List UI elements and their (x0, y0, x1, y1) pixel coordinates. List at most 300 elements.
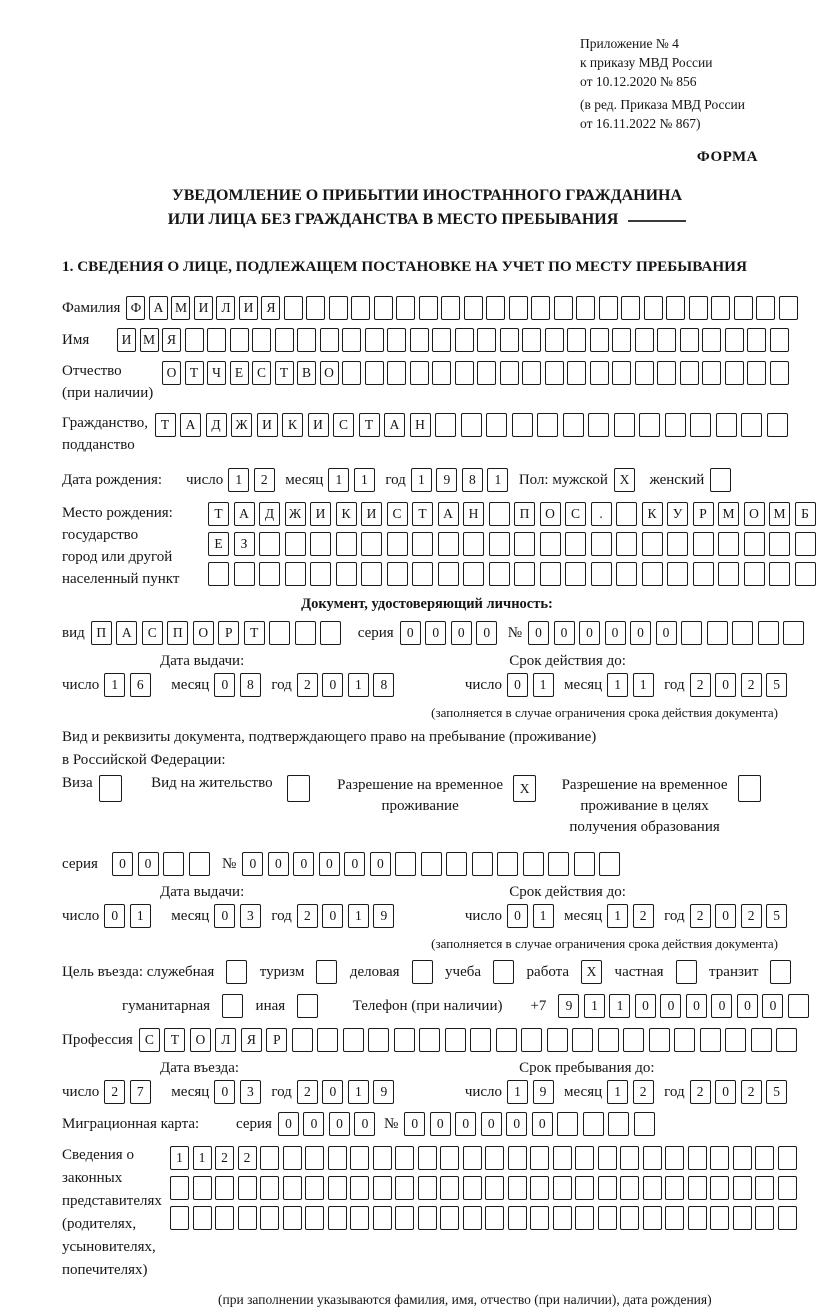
char-cell[interactable] (553, 1206, 572, 1230)
char-cell[interactable] (395, 852, 416, 876)
char-cell[interactable] (747, 361, 766, 385)
char-cell[interactable] (238, 1206, 257, 1230)
char-cell[interactable] (557, 1112, 578, 1136)
char-cell[interactable] (374, 296, 393, 320)
char-cell[interactable] (489, 562, 510, 586)
char-cell[interactable] (598, 1146, 617, 1170)
char-cell[interactable] (418, 1176, 437, 1200)
char-cell[interactable] (365, 328, 384, 352)
char-cell[interactable] (540, 562, 561, 586)
char-cell[interactable] (616, 502, 637, 526)
char-cell[interactable] (215, 1206, 234, 1230)
char-cell[interactable] (260, 1146, 279, 1170)
char-cell[interactable] (350, 1146, 369, 1170)
char-cell[interactable] (614, 413, 635, 437)
char-cell[interactable]: А (180, 413, 201, 437)
char-cell[interactable] (328, 1206, 347, 1230)
char-cell[interactable] (776, 1028, 797, 1052)
char-cell[interactable]: 2 (741, 1080, 762, 1104)
char-cell[interactable]: П (514, 502, 535, 526)
char-cell[interactable]: 0 (528, 621, 549, 645)
char-cell[interactable]: 0 (635, 994, 656, 1018)
char-cell[interactable] (419, 1028, 440, 1052)
char-cell[interactable] (795, 562, 816, 586)
char-cell[interactable] (336, 562, 357, 586)
char-cell[interactable] (710, 468, 731, 492)
char-cell[interactable]: 0 (138, 852, 159, 876)
char-cell[interactable]: 1 (170, 1146, 189, 1170)
char-cell[interactable] (509, 296, 528, 320)
char-cell[interactable] (590, 361, 609, 385)
char-cell[interactable] (292, 1028, 313, 1052)
char-cell[interactable] (710, 1176, 729, 1200)
char-cell[interactable] (310, 562, 331, 586)
char-cell[interactable]: 5 (766, 673, 787, 697)
char-cell[interactable]: 1 (533, 904, 554, 928)
char-cell[interactable] (738, 775, 761, 802)
char-cell[interactable] (373, 1176, 392, 1200)
char-cell[interactable] (485, 1146, 504, 1170)
char-cell[interactable]: 1 (609, 994, 630, 1018)
char-cell[interactable]: Т (164, 1028, 185, 1052)
char-cell[interactable] (676, 960, 697, 984)
char-cell[interactable]: 0 (322, 904, 343, 928)
char-cell[interactable]: Я (261, 296, 280, 320)
char-cell[interactable]: 1 (533, 673, 554, 697)
char-cell[interactable] (361, 562, 382, 586)
char-cell[interactable]: 1 (193, 1146, 212, 1170)
char-cell[interactable]: 0 (711, 994, 732, 1018)
char-cell[interactable] (744, 562, 765, 586)
char-cell[interactable]: 1 (607, 673, 628, 697)
char-cell[interactable] (770, 361, 789, 385)
char-cell[interactable]: М (769, 502, 790, 526)
char-cell[interactable] (432, 328, 451, 352)
char-cell[interactable] (496, 1028, 517, 1052)
char-cell[interactable]: 0 (214, 904, 235, 928)
char-cell[interactable]: 8 (240, 673, 261, 697)
char-cell[interactable]: 1 (607, 904, 628, 928)
char-cell[interactable]: 0 (344, 852, 365, 876)
char-cell[interactable] (634, 1112, 655, 1136)
char-cell[interactable] (725, 361, 744, 385)
char-cell[interactable]: И (308, 413, 329, 437)
char-cell[interactable] (342, 361, 361, 385)
char-cell[interactable] (305, 1176, 324, 1200)
char-cell[interactable] (343, 1028, 364, 1052)
char-cell[interactable] (238, 1176, 257, 1200)
char-cell[interactable] (643, 1176, 662, 1200)
char-cell[interactable] (718, 532, 739, 556)
char-cell[interactable] (635, 361, 654, 385)
char-cell[interactable] (418, 1146, 437, 1170)
char-cell[interactable] (575, 1176, 594, 1200)
char-cell[interactable] (489, 532, 510, 556)
char-cell[interactable]: 0 (605, 621, 626, 645)
char-cell[interactable] (778, 1176, 797, 1200)
char-cell[interactable]: 1 (104, 673, 125, 697)
char-cell[interactable]: К (642, 502, 663, 526)
char-cell[interactable] (252, 328, 271, 352)
char-cell[interactable] (530, 1206, 549, 1230)
char-cell[interactable]: С (252, 361, 271, 385)
char-cell[interactable] (711, 296, 730, 320)
char-cell[interactable] (680, 328, 699, 352)
char-cell[interactable] (769, 562, 790, 586)
char-cell[interactable]: И (239, 296, 258, 320)
char-cell[interactable]: 1 (228, 468, 249, 492)
char-cell[interactable] (755, 1206, 774, 1230)
char-cell[interactable]: 0 (579, 621, 600, 645)
char-cell[interactable]: Н (410, 413, 431, 437)
char-cell[interactable] (620, 1146, 639, 1170)
char-cell[interactable] (758, 621, 779, 645)
char-cell[interactable] (591, 532, 612, 556)
char-cell[interactable]: 0 (506, 1112, 527, 1136)
char-cell[interactable] (572, 1028, 593, 1052)
char-cell[interactable]: О (320, 361, 339, 385)
char-cell[interactable]: 1 (607, 1080, 628, 1104)
char-cell[interactable] (649, 1028, 670, 1052)
char-cell[interactable]: А (384, 413, 405, 437)
char-cell[interactable]: 9 (436, 468, 457, 492)
char-cell[interactable]: 1 (411, 468, 432, 492)
char-cell[interactable]: 0 (507, 673, 528, 697)
char-cell[interactable]: 2 (633, 1080, 654, 1104)
char-cell[interactable] (463, 1146, 482, 1170)
char-cell[interactable] (373, 1146, 392, 1170)
char-cell[interactable]: 9 (558, 994, 579, 1018)
char-cell[interactable] (667, 532, 688, 556)
char-cell[interactable]: 0 (451, 621, 472, 645)
char-cell[interactable] (410, 328, 429, 352)
char-cell[interactable] (756, 296, 775, 320)
char-cell[interactable] (489, 502, 510, 526)
char-cell[interactable] (421, 852, 442, 876)
char-cell[interactable]: А (234, 502, 255, 526)
char-cell[interactable] (514, 562, 535, 586)
char-cell[interactable] (795, 532, 816, 556)
char-cell[interactable]: 0 (430, 1112, 451, 1136)
char-cell[interactable]: 9 (373, 1080, 394, 1104)
char-cell[interactable] (508, 1206, 527, 1230)
char-cell[interactable] (189, 852, 210, 876)
char-cell[interactable]: 0 (293, 852, 314, 876)
char-cell[interactable] (432, 361, 451, 385)
char-cell[interactable]: А (149, 296, 168, 320)
char-cell[interactable] (693, 562, 714, 586)
char-cell[interactable] (733, 1176, 752, 1200)
char-cell[interactable]: 0 (715, 673, 736, 697)
char-cell[interactable]: X (513, 775, 536, 802)
char-cell[interactable]: 5 (766, 1080, 787, 1104)
char-cell[interactable]: Р (218, 621, 239, 645)
char-cell[interactable] (497, 852, 518, 876)
char-cell[interactable] (410, 361, 429, 385)
char-cell[interactable] (226, 960, 247, 984)
char-cell[interactable] (540, 532, 561, 556)
char-cell[interactable]: Р (266, 1028, 287, 1052)
char-cell[interactable] (441, 296, 460, 320)
char-cell[interactable] (234, 562, 255, 586)
char-cell[interactable]: 0 (715, 1080, 736, 1104)
char-cell[interactable] (767, 413, 788, 437)
char-cell[interactable]: С (565, 502, 586, 526)
char-cell[interactable] (305, 1146, 324, 1170)
char-cell[interactable]: Р (693, 502, 714, 526)
char-cell[interactable] (207, 328, 226, 352)
char-cell[interactable]: 0 (400, 621, 421, 645)
char-cell[interactable]: Т (244, 621, 265, 645)
char-cell[interactable]: 2 (690, 904, 711, 928)
char-cell[interactable] (306, 296, 325, 320)
char-cell[interactable]: 1 (130, 904, 151, 928)
char-cell[interactable]: Н (463, 502, 484, 526)
char-cell[interactable] (295, 621, 316, 645)
char-cell[interactable]: М (718, 502, 739, 526)
char-cell[interactable] (438, 532, 459, 556)
char-cell[interactable] (316, 960, 337, 984)
char-cell[interactable]: 1 (328, 468, 349, 492)
char-cell[interactable] (170, 1206, 189, 1230)
char-cell[interactable]: Е (230, 361, 249, 385)
char-cell[interactable]: З (234, 532, 255, 556)
char-cell[interactable] (716, 413, 737, 437)
char-cell[interactable] (395, 1176, 414, 1200)
char-cell[interactable]: 0 (278, 1112, 299, 1136)
char-cell[interactable] (710, 1206, 729, 1230)
char-cell[interactable] (643, 1146, 662, 1170)
char-cell[interactable] (500, 361, 519, 385)
char-cell[interactable] (612, 328, 631, 352)
char-cell[interactable] (193, 1206, 212, 1230)
char-cell[interactable]: 0 (660, 994, 681, 1018)
char-cell[interactable]: 1 (348, 1080, 369, 1104)
char-cell[interactable] (387, 562, 408, 586)
char-cell[interactable] (657, 328, 676, 352)
char-cell[interactable] (563, 413, 584, 437)
char-cell[interactable]: 0 (762, 994, 783, 1018)
char-cell[interactable] (445, 1028, 466, 1052)
char-cell[interactable] (463, 1176, 482, 1200)
char-cell[interactable]: 0 (554, 621, 575, 645)
char-cell[interactable] (512, 413, 533, 437)
char-cell[interactable] (222, 994, 243, 1018)
char-cell[interactable] (336, 532, 357, 556)
char-cell[interactable]: 9 (533, 1080, 554, 1104)
char-cell[interactable] (644, 296, 663, 320)
char-cell[interactable]: 0 (507, 904, 528, 928)
char-cell[interactable] (747, 328, 766, 352)
char-cell[interactable] (521, 1028, 542, 1052)
char-cell[interactable] (455, 361, 474, 385)
char-cell[interactable] (170, 1176, 189, 1200)
char-cell[interactable]: 2 (297, 673, 318, 697)
char-cell[interactable] (674, 1028, 695, 1052)
char-cell[interactable] (710, 1146, 729, 1170)
char-cell[interactable] (99, 775, 122, 802)
char-cell[interactable]: Е (208, 532, 229, 556)
char-cell[interactable] (463, 532, 484, 556)
char-cell[interactable] (688, 1176, 707, 1200)
char-cell[interactable]: С (139, 1028, 160, 1052)
char-cell[interactable] (269, 621, 290, 645)
char-cell[interactable] (751, 1028, 772, 1052)
char-cell[interactable]: Ж (285, 502, 306, 526)
char-cell[interactable] (530, 1146, 549, 1170)
char-cell[interactable] (350, 1206, 369, 1230)
char-cell[interactable]: О (190, 1028, 211, 1052)
char-cell[interactable] (608, 1112, 629, 1136)
char-cell[interactable] (688, 1206, 707, 1230)
char-cell[interactable] (275, 328, 294, 352)
char-cell[interactable]: П (91, 621, 112, 645)
char-cell[interactable] (396, 296, 415, 320)
char-cell[interactable] (680, 361, 699, 385)
char-cell[interactable]: 1 (584, 994, 605, 1018)
char-cell[interactable] (387, 361, 406, 385)
char-cell[interactable] (395, 1146, 414, 1170)
char-cell[interactable]: 2 (741, 904, 762, 928)
char-cell[interactable] (688, 1146, 707, 1170)
char-cell[interactable] (718, 562, 739, 586)
char-cell[interactable] (779, 296, 798, 320)
char-cell[interactable]: 0 (104, 904, 125, 928)
char-cell[interactable] (320, 621, 341, 645)
char-cell[interactable]: Т (412, 502, 433, 526)
char-cell[interactable] (259, 532, 280, 556)
char-cell[interactable]: 0 (322, 1080, 343, 1104)
char-cell[interactable]: 0 (303, 1112, 324, 1136)
char-cell[interactable] (522, 361, 541, 385)
char-cell[interactable]: 2 (215, 1146, 234, 1170)
char-cell[interactable]: О (744, 502, 765, 526)
char-cell[interactable] (329, 296, 348, 320)
char-cell[interactable] (590, 328, 609, 352)
char-cell[interactable] (702, 328, 721, 352)
char-cell[interactable]: 0 (370, 852, 391, 876)
char-cell[interactable] (412, 532, 433, 556)
char-cell[interactable] (689, 296, 708, 320)
char-cell[interactable] (523, 852, 544, 876)
char-cell[interactable]: Д (259, 502, 280, 526)
char-cell[interactable]: 0 (112, 852, 133, 876)
char-cell[interactable]: 6 (130, 673, 151, 697)
char-cell[interactable]: . (591, 502, 612, 526)
char-cell[interactable] (365, 361, 384, 385)
char-cell[interactable] (574, 852, 595, 876)
char-cell[interactable] (657, 361, 676, 385)
char-cell[interactable]: О (540, 502, 561, 526)
char-cell[interactable] (508, 1176, 527, 1200)
char-cell[interactable]: 2 (690, 1080, 711, 1104)
char-cell[interactable] (350, 1176, 369, 1200)
char-cell[interactable] (553, 1176, 572, 1200)
char-cell[interactable] (598, 1206, 617, 1230)
char-cell[interactable] (283, 1206, 302, 1230)
char-cell[interactable]: С (333, 413, 354, 437)
char-cell[interactable]: У (667, 502, 688, 526)
char-cell[interactable] (373, 1206, 392, 1230)
char-cell[interactable] (537, 413, 558, 437)
char-cell[interactable] (725, 1028, 746, 1052)
char-cell[interactable] (328, 1176, 347, 1200)
char-cell[interactable] (576, 296, 595, 320)
char-cell[interactable]: 0 (214, 1080, 235, 1104)
char-cell[interactable] (530, 1176, 549, 1200)
char-cell[interactable] (598, 1176, 617, 1200)
char-cell[interactable]: X (581, 960, 602, 984)
char-cell[interactable] (770, 328, 789, 352)
char-cell[interactable] (472, 852, 493, 876)
char-cell[interactable] (455, 328, 474, 352)
char-cell[interactable] (260, 1176, 279, 1200)
char-cell[interactable] (567, 361, 586, 385)
char-cell[interactable] (215, 1176, 234, 1200)
char-cell[interactable] (788, 994, 809, 1018)
char-cell[interactable]: 2 (297, 1080, 318, 1104)
char-cell[interactable]: 7 (130, 1080, 151, 1104)
char-cell[interactable] (493, 960, 514, 984)
char-cell[interactable]: 0 (268, 852, 289, 876)
char-cell[interactable]: 5 (766, 904, 787, 928)
char-cell[interactable]: Т (208, 502, 229, 526)
char-cell[interactable] (435, 413, 456, 437)
char-cell[interactable]: 9 (373, 904, 394, 928)
char-cell[interactable] (733, 1146, 752, 1170)
char-cell[interactable]: 0 (481, 1112, 502, 1136)
char-cell[interactable] (418, 1206, 437, 1230)
char-cell[interactable] (163, 852, 184, 876)
char-cell[interactable]: 2 (297, 904, 318, 928)
char-cell[interactable] (285, 532, 306, 556)
char-cell[interactable]: Б (795, 502, 816, 526)
char-cell[interactable] (567, 328, 586, 352)
char-cell[interactable] (440, 1176, 459, 1200)
char-cell[interactable] (575, 1146, 594, 1170)
char-cell[interactable]: 0 (404, 1112, 425, 1136)
char-cell[interactable]: X (614, 468, 635, 492)
char-cell[interactable] (547, 1028, 568, 1052)
char-cell[interactable] (394, 1028, 415, 1052)
char-cell[interactable] (477, 328, 496, 352)
char-cell[interactable] (284, 296, 303, 320)
char-cell[interactable] (778, 1206, 797, 1230)
char-cell[interactable]: 0 (476, 621, 497, 645)
char-cell[interactable]: И (310, 502, 331, 526)
char-cell[interactable] (639, 413, 660, 437)
char-cell[interactable]: 2 (254, 468, 275, 492)
char-cell[interactable] (412, 562, 433, 586)
char-cell[interactable] (285, 562, 306, 586)
char-cell[interactable]: 2 (238, 1146, 257, 1170)
char-cell[interactable] (741, 413, 762, 437)
char-cell[interactable]: 8 (373, 673, 394, 697)
char-cell[interactable] (693, 532, 714, 556)
char-cell[interactable] (732, 621, 753, 645)
char-cell[interactable] (642, 532, 663, 556)
char-cell[interactable]: Т (275, 361, 294, 385)
char-cell[interactable]: 0 (425, 621, 446, 645)
char-cell[interactable] (620, 1176, 639, 1200)
char-cell[interactable] (297, 328, 316, 352)
char-cell[interactable] (287, 775, 310, 802)
char-cell[interactable] (351, 296, 370, 320)
char-cell[interactable]: И (361, 502, 382, 526)
char-cell[interactable] (395, 1206, 414, 1230)
char-cell[interactable]: 0 (214, 673, 235, 697)
char-cell[interactable]: Т (185, 361, 204, 385)
